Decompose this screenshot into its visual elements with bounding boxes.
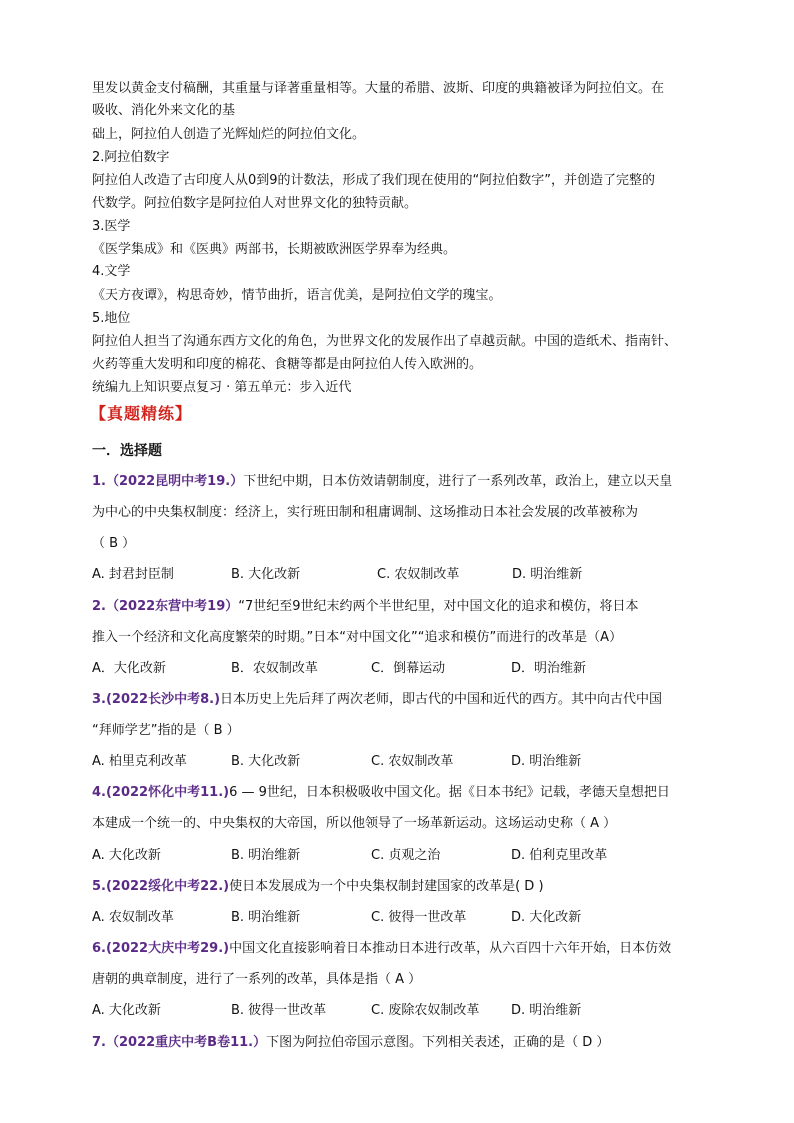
question-4-line-2: 本建成一个统一的、中央集权的大帝国，所以他领导了一场革新运动。这场运动史称（ A ） — [92, 816, 617, 831]
question-number: 6. — [92, 941, 106, 956]
question-6-line-1 — [92, 941, 671, 957]
option-d: D. 明治维新 — [511, 754, 582, 769]
intro-line-2: 吸收、消化外来文化的基 — [92, 103, 236, 118]
question-text: 下世纪中期，日本仿效请朝制度，进行了一系列改革，政治上，建立以天皇 — [243, 474, 673, 489]
section-2-line-1: 阿拉伯人改造了古印度人从0到9的计数法，形成了我们现在使用的“阿拉伯数字”，并创造了完整的 — [92, 173, 656, 188]
question-6-line-2: 唐朝的典章制度，进行了一系列的改革，具体是指（ A ） — [92, 972, 422, 987]
question-text: “7世纪至9世纪末约两个半世纪里，对中国文化的追求和模仿，将日本 — [238, 599, 639, 614]
question-5-line-1 — [92, 879, 544, 895]
question-3-line-1 — [92, 692, 662, 708]
intro-line-1: 里发以黄金支付稿酬，其重量与译著重量相等。大量的希腊、波斯、印度的典籍被译为阿拉伯文。在 — [92, 81, 665, 96]
question-text: 下图为阿拉伯帝国示意图。下列相关表述，正确的是（ D ） — [266, 1035, 610, 1050]
section-2-title: 2.阿拉伯数字 — [92, 150, 170, 165]
question-number: 1. — [92, 474, 106, 489]
question-1-line-2: 为中心的中央集权制度：经济上，实行班田制和租庸调制、这场推动日本社会发展的改革被称为 — [92, 505, 639, 520]
unit-title: 统编九上知识要点复习 · 第五单元：步入近代 — [92, 380, 352, 395]
option-b: B. 明治维新 — [231, 910, 301, 925]
section-2-line-2: 代数学。阿拉伯数字是阿拉伯人对世界文化的独特贡献。 — [92, 196, 418, 211]
option-c: C. 农奴制改革 — [371, 754, 454, 769]
option-a: A. 大化改新 — [92, 848, 161, 863]
question-source: (2022大庆中考29.) — [105, 941, 230, 956]
section-title: 一．选择题 — [92, 443, 162, 459]
section-3-line-1: 《医学集成》和《医典》两部书，长期被欧洲医学界奉为经典。 — [92, 242, 457, 257]
question-3-line-2: “拜师学艺”指的是（ B ） — [92, 723, 240, 738]
section-5-title: 5.地位 — [92, 311, 131, 326]
question-7-line-1 — [92, 1035, 609, 1051]
question-number: 7. — [92, 1035, 106, 1050]
question-text: 日本历史上先后拜了两次老师，即古代的中国和近代的西方。其中向古代中国 — [220, 692, 663, 707]
section-4-line-1: 《天方夜谭》，构思奇妙，情节曲折，语言优美，是阿拉伯文学的瑰宝。 — [92, 288, 502, 303]
option-d: D. 伯利克里改革 — [511, 848, 608, 863]
question-1-line-1 — [92, 474, 672, 490]
section-5-line-1: 阿拉伯人担当了沟通东西方文化的角色，为世界文化的发展作出了卓越贡献。中国的造纸术、指南针、 — [92, 334, 678, 349]
section-5-line-2: 火药等重大发明和印度的棉花、食糖等都是由阿拉伯人传入欧洲的。 — [92, 357, 483, 372]
question-number: 5. — [92, 879, 106, 894]
option-d: D. 大化改新 — [511, 910, 582, 925]
section-3-title: 3.医学 — [92, 219, 131, 234]
question-2-line-1 — [92, 599, 639, 615]
option-a: A. 柏里克利改革 — [92, 754, 187, 769]
option-b: B. 大化改新 — [231, 567, 301, 582]
option-c: C. 农奴制改革 — [377, 567, 460, 582]
question-number: 2. — [92, 599, 106, 614]
question-number: 4. — [92, 785, 106, 800]
question-1-answer: （ B ） — [92, 536, 136, 551]
option-a: A. 封君封臣制 — [92, 567, 174, 582]
option-c: C. 废除农奴制改革 — [371, 1003, 480, 1018]
option-a: A. 农奴制改革 — [92, 910, 174, 925]
question-source: （2022东营中考19） — [105, 599, 239, 614]
question-source: (2022绥化中考22.) — [105, 879, 230, 894]
option-d: D．明治维新 — [511, 661, 587, 676]
option-c: C. 彼得一世改革 — [371, 910, 467, 925]
option-c: C. 贞观之治 — [371, 848, 441, 863]
option-c: C．倒幕运动 — [371, 661, 446, 676]
question-source: （2022昆明中考19.） — [105, 474, 244, 489]
option-b: B. 明治维新 — [231, 848, 301, 863]
question-source: （2022重庆中考B卷11.） — [105, 1035, 267, 1050]
intro-line-3: 础上，阿拉伯人创造了光辉灿烂的阿拉伯文化。 — [92, 127, 366, 142]
question-source: (2022长沙中考8.) — [105, 692, 221, 707]
question-4-line-1 — [92, 785, 670, 801]
question-text: 使日本发展成为一个中央集权制封建国家的改革是( D ) — [229, 879, 544, 894]
option-a: A. 大化改新 — [92, 1003, 161, 1018]
question-number: 3. — [92, 692, 106, 707]
question-2-line-2: 推入一个经济和文化高度繁荣的时期。”日本“对中国文化”“追求和模仿”而进行的改革是（A） — [92, 630, 623, 645]
practice-heading: 【真题精练】 — [90, 404, 193, 423]
section-4-title: 4.文学 — [92, 264, 131, 279]
option-d: D. 明治维新 — [512, 567, 583, 582]
option-b: B. 大化改新 — [231, 754, 301, 769]
option-d: D. 明治维新 — [511, 1003, 582, 1018]
question-source: (2022怀化中考11.) — [105, 785, 230, 800]
option-b: B．农奴制改革 — [231, 661, 318, 676]
question-text: 中国文化直接影响着日本推动日本进行改革，从六百四十六年开始，日本仿效 — [229, 941, 672, 956]
question-text: 6 — 9世纪，日本积极吸收中国文化。据《日本书纪》记载，孝德天皇想把日 — [229, 785, 670, 800]
option-b: B. 彼得一世改革 — [231, 1003, 327, 1018]
option-a: A．大化改新 — [92, 661, 166, 676]
